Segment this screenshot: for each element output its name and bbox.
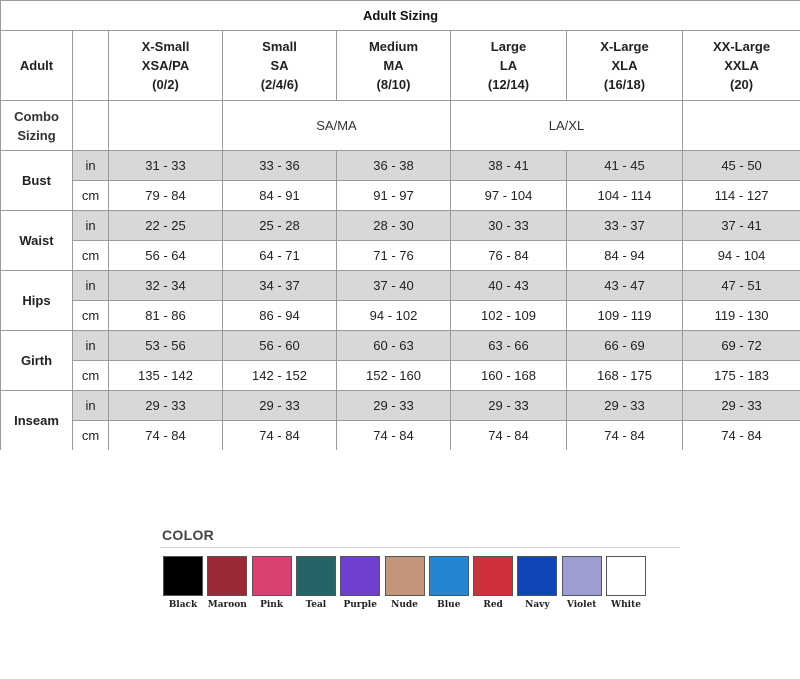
unit-cell: in xyxy=(73,391,109,421)
measure-value-cell: 84 - 91 xyxy=(223,181,337,211)
measure-value-cell: 76 - 84 xyxy=(451,241,567,271)
swatch-chip xyxy=(340,556,380,596)
color-swatch-navy[interactable] xyxy=(517,556,557,614)
swatch-label: Maroon xyxy=(207,600,247,610)
combo-group-la-xl: LA/XL xyxy=(451,101,683,151)
color-section xyxy=(160,527,680,622)
size-header-code: LA xyxy=(499,58,518,73)
swatch-label: Teal xyxy=(305,600,327,610)
measure-value-cell: 119 - 130 xyxy=(683,301,800,331)
measure-row-inseam-in xyxy=(1,391,800,421)
color-swatch-nude[interactable] xyxy=(385,556,425,614)
measure-value-cell: 102 - 109 xyxy=(451,301,567,331)
swatch-chip xyxy=(207,556,247,596)
measure-value-cell: 81 - 86 xyxy=(109,301,223,331)
measure-value-cell: 63 - 66 xyxy=(451,331,567,361)
unit-cell: cm xyxy=(73,361,109,391)
measure-value-cell: 53 - 56 xyxy=(109,331,223,361)
combo-sizing-label xyxy=(1,101,73,151)
size-header-2 xyxy=(337,31,451,101)
size-header-name: Small xyxy=(262,39,297,54)
color-swatch-pink[interactable] xyxy=(252,556,292,614)
measure-value-cell: 43 - 47 xyxy=(567,271,683,301)
measure-row-girth-in xyxy=(1,331,800,361)
measure-value-cell: 84 - 94 xyxy=(567,241,683,271)
measure-value-cell: 114 - 127 xyxy=(683,181,800,211)
swatch-chip xyxy=(606,556,646,596)
measure-value-cell: 31 - 33 xyxy=(109,151,223,181)
measure-row-hips-cm xyxy=(1,301,800,331)
measure-value-cell: 41 - 45 xyxy=(567,151,683,181)
measure-value-cell: 60 - 63 xyxy=(337,331,451,361)
measure-value-cell: 135 - 142 xyxy=(109,361,223,391)
swatch-chip xyxy=(252,556,292,596)
size-header-numeric: (20) xyxy=(729,77,754,92)
measure-row-waist-cm xyxy=(1,241,800,271)
measure-value-cell: 97 - 104 xyxy=(451,181,567,211)
measure-value-cell: 33 - 37 xyxy=(567,211,683,241)
measure-value-cell: 29 - 33 xyxy=(451,391,567,421)
swatch-label: Navy xyxy=(525,600,550,610)
measure-value-cell: 37 - 40 xyxy=(337,271,451,301)
measure-value-cell: 91 - 97 xyxy=(337,181,451,211)
measure-row-bust-cm xyxy=(1,181,800,211)
size-header-name: X-Large xyxy=(600,39,649,54)
measure-value-cell: 29 - 33 xyxy=(683,391,800,421)
measure-row-inseam-cm xyxy=(1,421,800,451)
measure-value-cell: 160 - 168 xyxy=(451,361,567,391)
swatch-label: Blue xyxy=(437,600,461,610)
measure-value-cell: 175 - 183 xyxy=(683,361,800,391)
measure-value-cell: 56 - 60 xyxy=(223,331,337,361)
measure-label: Waist xyxy=(1,211,73,271)
color-swatch-red[interactable] xyxy=(473,556,513,614)
color-swatch-white[interactable] xyxy=(606,556,646,614)
measure-value-cell: 28 - 30 xyxy=(337,211,451,241)
combo-unit-blank xyxy=(73,101,109,151)
measure-value-cell: 74 - 84 xyxy=(337,421,451,451)
measure-value-cell: 40 - 43 xyxy=(451,271,567,301)
measure-value-cell: 32 - 34 xyxy=(109,271,223,301)
measure-value-cell: 104 - 114 xyxy=(567,181,683,211)
measure-value-cell: 29 - 33 xyxy=(337,391,451,421)
color-swatch-teal[interactable] xyxy=(296,556,336,614)
measure-value-cell: 109 - 119 xyxy=(567,301,683,331)
measure-value-cell: 71 - 76 xyxy=(337,241,451,271)
measure-value-cell: 47 - 51 xyxy=(683,271,800,301)
measure-value-cell: 29 - 33 xyxy=(109,391,223,421)
swatch-chip xyxy=(562,556,602,596)
unit-cell: in xyxy=(73,331,109,361)
measure-value-cell: 36 - 38 xyxy=(337,151,451,181)
measure-value-cell: 74 - 84 xyxy=(109,421,223,451)
swatch-chip xyxy=(473,556,513,596)
size-header-name: XX-Large xyxy=(713,39,771,54)
measure-value-cell: 25 - 28 xyxy=(223,211,337,241)
color-title: COLOR xyxy=(160,527,680,548)
combo-group-xsmall xyxy=(109,101,223,151)
measure-value-cell: 86 - 94 xyxy=(223,301,337,331)
combo-group-xxlarge xyxy=(683,101,800,151)
adult-header-label: Adult xyxy=(1,31,73,101)
measure-value-cell: 94 - 102 xyxy=(337,301,451,331)
size-header-4 xyxy=(567,31,683,101)
measure-value-cell: 152 - 160 xyxy=(337,361,451,391)
unit-cell: in xyxy=(73,151,109,181)
measure-label: Hips xyxy=(1,271,73,331)
swatch-chip xyxy=(163,556,203,596)
size-header-name: Large xyxy=(490,39,527,54)
size-header-numeric: (0/2) xyxy=(152,77,179,92)
measure-row-waist-in xyxy=(1,211,800,241)
measure-value-cell: 34 - 37 xyxy=(223,271,337,301)
measure-value-cell: 22 - 25 xyxy=(109,211,223,241)
size-header-code: XLA xyxy=(611,58,638,73)
swatch-chip xyxy=(385,556,425,596)
size-header-code: XSA/PA xyxy=(141,58,190,73)
size-header-0 xyxy=(109,31,223,101)
size-header-code: SA xyxy=(270,58,289,73)
measure-value-cell: 79 - 84 xyxy=(109,181,223,211)
table-title: Adult Sizing xyxy=(1,1,800,31)
combo-group-sa-ma: SA/MA xyxy=(223,101,451,151)
measure-value-cell: 74 - 84 xyxy=(683,421,800,451)
measure-label: Bust xyxy=(1,151,73,211)
color-swatch-row xyxy=(160,556,680,622)
color-swatch-blue[interactable] xyxy=(429,556,469,614)
size-header-numeric: (16/18) xyxy=(603,77,646,92)
measure-value-cell: 33 - 36 xyxy=(223,151,337,181)
measure-value-cell: 66 - 69 xyxy=(567,331,683,361)
measure-value-cell: 64 - 71 xyxy=(223,241,337,271)
measure-value-cell: 74 - 84 xyxy=(223,421,337,451)
unit-cell: cm xyxy=(73,181,109,211)
size-header-numeric: (12/14) xyxy=(487,77,530,92)
measure-value-cell: 37 - 41 xyxy=(683,211,800,241)
measure-label: Girth xyxy=(1,331,73,391)
size-header-numeric: (2/4/6) xyxy=(260,77,299,92)
swatch-label: Nude xyxy=(391,600,418,610)
swatch-label: White xyxy=(611,600,641,610)
measure-value-cell: 142 - 152 xyxy=(223,361,337,391)
measure-label: Inseam xyxy=(1,391,73,451)
color-swatch-purple[interactable] xyxy=(340,556,380,614)
swatch-label: Pink xyxy=(260,600,284,610)
measure-row-bust-in xyxy=(1,151,800,181)
combo-label-line2: Sizing xyxy=(17,127,56,143)
size-header-code: MA xyxy=(383,58,404,73)
combo-label-line1: Combo xyxy=(14,108,59,124)
unit-header-blank xyxy=(73,31,109,101)
size-header-numeric: (8/10) xyxy=(376,77,411,92)
swatch-label: Black xyxy=(168,600,198,610)
measure-value-cell: 56 - 64 xyxy=(109,241,223,271)
measure-row-hips-in xyxy=(1,271,800,301)
unit-cell: cm xyxy=(73,301,109,331)
size-header-3 xyxy=(451,31,567,101)
swatch-chip xyxy=(429,556,469,596)
swatch-label: Violet xyxy=(566,600,597,610)
size-header-name: Medium xyxy=(368,39,419,54)
swatch-label: Red xyxy=(483,600,503,610)
swatch-label: Purple xyxy=(343,600,377,610)
measure-value-cell: 94 - 104 xyxy=(683,241,800,271)
color-swatch-maroon[interactable] xyxy=(207,556,247,614)
color-swatch-violet[interactable] xyxy=(562,556,602,614)
measure-value-cell: 30 - 33 xyxy=(451,211,567,241)
measure-value-cell: 74 - 84 xyxy=(567,421,683,451)
size-header-name: X-Small xyxy=(141,39,190,54)
swatch-chip xyxy=(517,556,557,596)
swatch-chip xyxy=(296,556,336,596)
measure-value-cell: 74 - 84 xyxy=(451,421,567,451)
measure-value-cell: 29 - 33 xyxy=(567,391,683,421)
measure-value-cell: 69 - 72 xyxy=(683,331,800,361)
measure-value-cell: 168 - 175 xyxy=(567,361,683,391)
measure-value-cell: 38 - 41 xyxy=(451,151,567,181)
unit-cell: in xyxy=(73,211,109,241)
unit-cell: cm xyxy=(73,421,109,451)
size-header-5 xyxy=(683,31,800,101)
measure-value-cell: 29 - 33 xyxy=(223,391,337,421)
size-header-code: XXLA xyxy=(724,58,759,73)
color-swatch-black[interactable] xyxy=(163,556,203,614)
unit-cell: in xyxy=(73,271,109,301)
size-header-1 xyxy=(223,31,337,101)
unit-cell: cm xyxy=(73,241,109,271)
measure-row-girth-cm xyxy=(1,361,800,391)
measure-value-cell: 45 - 50 xyxy=(683,151,800,181)
